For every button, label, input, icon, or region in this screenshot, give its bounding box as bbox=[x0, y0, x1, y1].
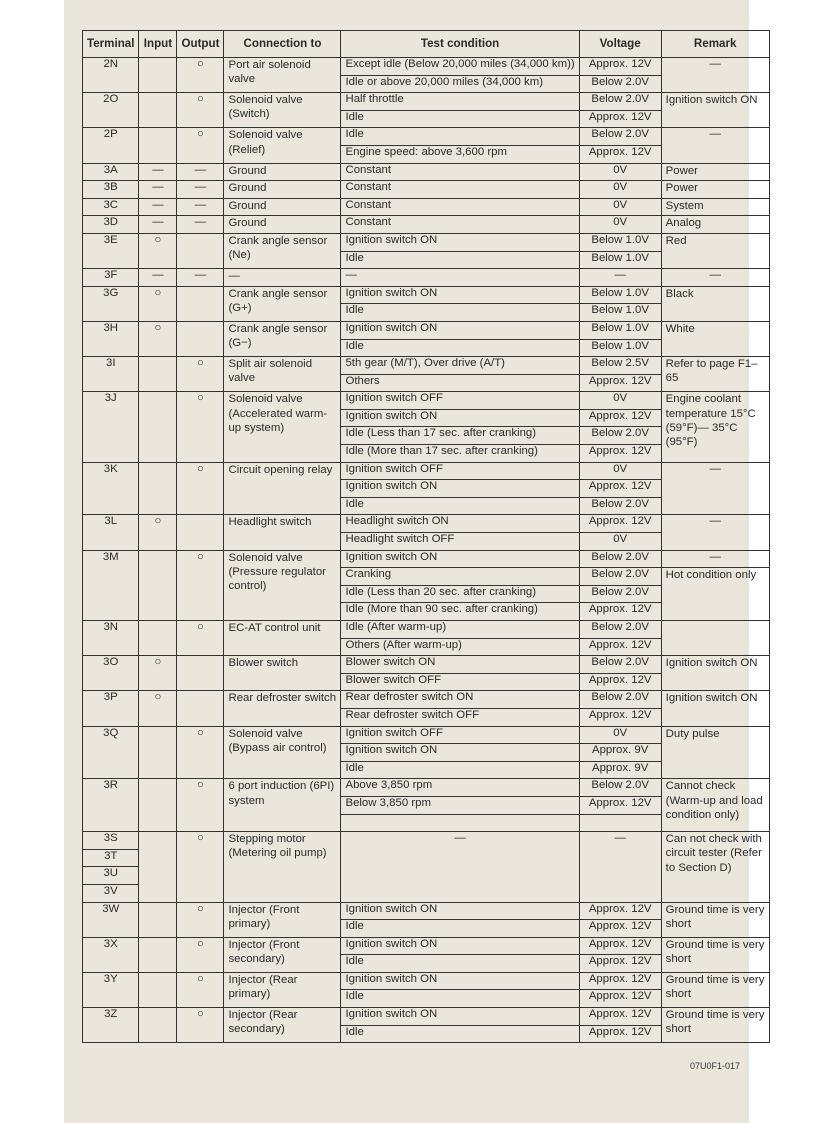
test-condition-cell: Idle bbox=[341, 990, 579, 1008]
voltage-cell: Approx. 12V bbox=[579, 708, 661, 726]
terminal-cell: 3L bbox=[83, 515, 139, 550]
output-cell: — bbox=[177, 269, 224, 287]
test-condition-cell: Idle (After warm-up) bbox=[341, 621, 579, 639]
test-condition-cell: Constant bbox=[341, 198, 579, 216]
test-condition-cell: Rear defroster switch OFF bbox=[341, 708, 579, 726]
connection-cell: Port air solenoid valve bbox=[224, 58, 341, 93]
test-condition-cell: Constant bbox=[341, 181, 579, 199]
connection-cell: 6 port induction (6PI) system bbox=[224, 779, 341, 832]
terminal-cell: 3Y bbox=[83, 972, 139, 1007]
input-cell bbox=[139, 93, 177, 128]
remark-cell: Hot condition only bbox=[661, 568, 769, 621]
voltage-cell: Approx. 12V bbox=[579, 937, 661, 955]
test-condition-cell: Rear defroster switch ON bbox=[341, 691, 579, 709]
input-cell: — bbox=[139, 269, 177, 287]
test-condition-cell: Ignition switch ON bbox=[341, 233, 579, 251]
remark-cell: Ground time is very short bbox=[661, 937, 769, 972]
voltage-cell: 0V bbox=[579, 392, 661, 410]
terminal-cell: 3V bbox=[83, 884, 139, 902]
voltage-cell: Below 2.0V bbox=[579, 497, 661, 515]
test-condition-cell: Idle bbox=[341, 497, 579, 515]
table-row bbox=[83, 216, 770, 234]
remark-cell: Can not check with circuit tester (Refer to Section D) bbox=[661, 832, 769, 902]
terminal-cell: 3F bbox=[83, 269, 139, 287]
test-condition-cell: Idle bbox=[341, 955, 579, 973]
output-cell: ○ bbox=[177, 58, 224, 93]
header-input: Input bbox=[139, 31, 177, 58]
voltage-cell: Below 1.0V bbox=[579, 251, 661, 269]
voltage-cell: Below 1.0V bbox=[579, 321, 661, 339]
figure-code: 07U0F1-017 bbox=[690, 1061, 741, 1071]
table-row bbox=[83, 321, 770, 339]
connection-cell: Ground bbox=[224, 163, 341, 181]
table-row bbox=[83, 198, 770, 216]
voltage-cell: Below 1.0V bbox=[579, 304, 661, 322]
output-cell: ○ bbox=[177, 621, 224, 656]
terminal-cell: 3E bbox=[83, 233, 139, 268]
terminal-cell: 3S bbox=[83, 832, 139, 850]
test-condition-cell: Ignition switch OFF bbox=[341, 726, 579, 744]
test-condition-cell: Headlight switch ON bbox=[341, 515, 579, 533]
voltage-cell: 0V bbox=[579, 163, 661, 181]
table-row bbox=[83, 163, 770, 181]
terminal-cell: 3M bbox=[83, 550, 139, 620]
table-row bbox=[83, 550, 770, 568]
voltage-cell: Below 2.0V bbox=[579, 568, 661, 586]
test-condition-cell: Others bbox=[341, 374, 579, 392]
voltage-cell: Approx. 12V bbox=[579, 955, 661, 973]
voltage-cell: Approx. 12V bbox=[579, 603, 661, 621]
test-condition-cell: Idle (More than 90 sec. after cranking) bbox=[341, 603, 579, 621]
remark-cell: — bbox=[661, 515, 769, 550]
output-cell: ○ bbox=[177, 128, 224, 163]
voltage-cell: — bbox=[579, 832, 661, 902]
test-condition-cell: Others (After warm-up) bbox=[341, 638, 579, 656]
test-condition-cell: Ignition switch ON bbox=[341, 480, 579, 498]
input-cell: — bbox=[139, 216, 177, 234]
remark-cell: Power bbox=[661, 163, 769, 181]
remark-cell: Ground time is very short bbox=[661, 972, 769, 1007]
test-condition-cell: Except idle (Below 20,000 miles (34,000 km)) bbox=[341, 58, 579, 76]
remark-cell: Engine coolant temperature 15°C (59°F)— 35°C (95°F) bbox=[661, 392, 769, 462]
input-cell bbox=[139, 621, 177, 656]
test-condition-cell: Constant bbox=[341, 163, 579, 181]
terminal-cell: 2P bbox=[83, 128, 139, 163]
input-cell: ○ bbox=[139, 321, 177, 356]
input-cell bbox=[139, 392, 177, 462]
output-cell bbox=[177, 286, 224, 321]
input-cell bbox=[139, 462, 177, 515]
table-row bbox=[83, 691, 770, 709]
test-condition-cell: Idle bbox=[341, 128, 579, 146]
terminal-cell: 3P bbox=[83, 691, 139, 726]
remark-cell: System bbox=[661, 198, 769, 216]
remark-cell bbox=[661, 621, 769, 656]
voltage-cell: Below 2.5V bbox=[579, 357, 661, 375]
output-cell: ○ bbox=[177, 832, 224, 902]
header-connection: Connection to bbox=[224, 31, 341, 58]
output-cell bbox=[177, 691, 224, 726]
input-cell: ○ bbox=[139, 656, 177, 691]
voltage-cell: 0V bbox=[579, 726, 661, 744]
input-cell bbox=[139, 937, 177, 972]
test-condition-cell: Idle (Less than 17 sec. after cranking) bbox=[341, 427, 579, 445]
terminal-cell: 3T bbox=[83, 849, 139, 867]
connection-cell: Solenoid valve (Bypass air control) bbox=[224, 726, 341, 779]
voltage-cell: Below 2.0V bbox=[579, 621, 661, 639]
test-condition-cell: Blower switch OFF bbox=[341, 673, 579, 691]
input-cell bbox=[139, 902, 177, 937]
terminal-cell: 3J bbox=[83, 392, 139, 462]
connection-cell: Solenoid valve (Pressure regulator control) bbox=[224, 550, 341, 620]
connection-cell: Injector (Rear primary) bbox=[224, 972, 341, 1007]
output-cell: ○ bbox=[177, 779, 224, 832]
test-condition-cell: — bbox=[341, 269, 579, 287]
remark-cell: — bbox=[661, 128, 769, 163]
remark-cell: Black bbox=[661, 286, 769, 321]
connection-cell: Crank angle sensor (Ne) bbox=[224, 233, 341, 268]
connection-cell: Injector (Front secondary) bbox=[224, 937, 341, 972]
table-row bbox=[83, 462, 770, 480]
remark-cell: Duty pulse bbox=[661, 726, 769, 779]
test-condition-cell: Idle (More than 17 sec. after cranking) bbox=[341, 445, 579, 463]
voltage-cell: Approx. 12V bbox=[579, 110, 661, 128]
test-condition-cell: Idle bbox=[341, 304, 579, 322]
terminal-cell: 3K bbox=[83, 462, 139, 515]
test-condition-cell: Below 3,850 rpm bbox=[341, 796, 579, 814]
output-cell bbox=[177, 515, 224, 550]
table-row bbox=[83, 269, 770, 287]
voltage-cell: Approx. 12V bbox=[579, 673, 661, 691]
voltage-cell: Approx. 12V bbox=[579, 972, 661, 990]
terminal-cell: 3C bbox=[83, 198, 139, 216]
table-row bbox=[83, 286, 770, 304]
voltage-cell: Approx. 12V bbox=[579, 1025, 661, 1043]
remark-cell: Cannot check (Warm-up and load condition only) bbox=[661, 779, 769, 832]
output-cell: ○ bbox=[177, 937, 224, 972]
input-cell bbox=[139, 832, 177, 902]
connection-cell: Rear defroster switch bbox=[224, 691, 341, 726]
voltage-cell: Below 2.0V bbox=[579, 691, 661, 709]
voltage-cell: Below 2.0V bbox=[579, 779, 661, 797]
voltage-cell: Approx. 12V bbox=[579, 902, 661, 920]
voltage-cell: Approx. 12V bbox=[579, 1008, 661, 1026]
terminal-cell: 3O bbox=[83, 656, 139, 691]
test-condition-cell: Idle bbox=[341, 920, 579, 938]
voltage-cell: Below 2.0V bbox=[579, 656, 661, 674]
input-cell: ○ bbox=[139, 286, 177, 321]
test-condition-cell: Headlight switch OFF bbox=[341, 533, 579, 551]
table-row bbox=[83, 779, 770, 797]
output-cell: — bbox=[177, 181, 224, 199]
test-condition-cell: Ignition switch ON bbox=[341, 937, 579, 955]
remark-cell: — bbox=[661, 58, 769, 93]
test-condition-cell: Above 3,850 rpm bbox=[341, 779, 579, 797]
table-row bbox=[83, 392, 770, 410]
test-condition-cell: Half throttle bbox=[341, 93, 579, 111]
remark-cell: — bbox=[661, 550, 769, 568]
output-cell bbox=[177, 656, 224, 691]
remark-cell: Refer to page F1–65 bbox=[661, 357, 769, 392]
header-output: Output bbox=[177, 31, 224, 58]
test-condition-cell: Ignition switch ON bbox=[341, 744, 579, 762]
connection-cell: Headlight switch bbox=[224, 515, 341, 550]
test-condition-cell: Ignition switch OFF bbox=[341, 392, 579, 410]
table-row bbox=[83, 128, 770, 146]
terminal-cell: 3H bbox=[83, 321, 139, 356]
terminal-cell: 2N bbox=[83, 58, 139, 93]
voltage-cell: 0V bbox=[579, 181, 661, 199]
header-test-condition: Test condition bbox=[341, 31, 579, 58]
table-row bbox=[83, 726, 770, 744]
remark-cell: Red bbox=[661, 233, 769, 268]
test-condition-cell: Ignition switch ON bbox=[341, 1008, 579, 1026]
output-cell: — bbox=[177, 198, 224, 216]
output-cell: ○ bbox=[177, 392, 224, 462]
test-condition-cell: Idle bbox=[341, 1025, 579, 1043]
output-cell: ○ bbox=[177, 357, 224, 392]
test-condition-cell: Idle (Less than 20 sec. after cranking) bbox=[341, 585, 579, 603]
table-row bbox=[83, 233, 770, 251]
input-cell bbox=[139, 779, 177, 832]
output-cell: ○ bbox=[177, 1008, 224, 1043]
voltage-cell bbox=[579, 814, 661, 832]
table-row bbox=[83, 181, 770, 199]
input-cell bbox=[139, 357, 177, 392]
voltage-cell: Approx. 12V bbox=[579, 374, 661, 392]
voltage-cell: Approx. 12V bbox=[579, 409, 661, 427]
connection-cell: Solenoid valve (Accelerated warm-up system) bbox=[224, 392, 341, 462]
input-cell: ○ bbox=[139, 515, 177, 550]
test-condition-cell: Ignition switch ON bbox=[341, 972, 579, 990]
table-body bbox=[83, 58, 770, 1043]
output-cell: ○ bbox=[177, 550, 224, 620]
connection-cell: EC-AT control unit bbox=[224, 621, 341, 656]
voltage-cell: Below 1.0V bbox=[579, 233, 661, 251]
table-row bbox=[83, 357, 770, 375]
remark-cell: Ignition switch ON bbox=[661, 691, 769, 726]
output-cell: ○ bbox=[177, 93, 224, 128]
input-cell bbox=[139, 972, 177, 1007]
connection-cell: Crank angle sensor (G+) bbox=[224, 286, 341, 321]
connection-cell: Injector (Rear secondary) bbox=[224, 1008, 341, 1043]
header-remark: Remark bbox=[661, 31, 769, 58]
connection-cell: Ground bbox=[224, 181, 341, 199]
connection-cell: Stepping motor (Metering oil pump) bbox=[224, 832, 341, 902]
remark-cell: White bbox=[661, 321, 769, 356]
connection-cell: Injector (Front primary) bbox=[224, 902, 341, 937]
terminal-cell: 3I bbox=[83, 357, 139, 392]
test-condition-cell: Constant bbox=[341, 216, 579, 234]
test-condition-cell: Engine speed: above 3,600 rpm bbox=[341, 145, 579, 163]
test-condition-cell: Idle bbox=[341, 110, 579, 128]
table-row bbox=[83, 832, 770, 850]
input-cell: — bbox=[139, 163, 177, 181]
output-cell bbox=[177, 321, 224, 356]
terminal-cell: 2O bbox=[83, 93, 139, 128]
connection-cell: Blower switch bbox=[224, 656, 341, 691]
terminal-cell: 3G bbox=[83, 286, 139, 321]
table-row bbox=[83, 902, 770, 920]
voltage-cell: 0V bbox=[579, 462, 661, 480]
voltage-cell: Approx. 12V bbox=[579, 990, 661, 1008]
terminal-cell: 3Q bbox=[83, 726, 139, 779]
table-row bbox=[83, 937, 770, 955]
test-condition-cell: — bbox=[341, 832, 579, 902]
output-cell: ○ bbox=[177, 462, 224, 515]
output-cell: ○ bbox=[177, 972, 224, 1007]
terminal-cell: 3X bbox=[83, 937, 139, 972]
output-cell: — bbox=[177, 216, 224, 234]
input-cell bbox=[139, 550, 177, 620]
table-row bbox=[83, 621, 770, 639]
test-condition-cell: Ignition switch OFF bbox=[341, 462, 579, 480]
header-terminal: Terminal bbox=[83, 31, 139, 58]
connection-cell: — bbox=[224, 269, 341, 287]
input-cell: ○ bbox=[139, 691, 177, 726]
voltage-cell: 0V bbox=[579, 533, 661, 551]
remark-cell: — bbox=[661, 462, 769, 515]
connection-cell: Solenoid valve (Switch) bbox=[224, 93, 341, 128]
table-row bbox=[83, 58, 770, 76]
voltage-cell: Below 2.0V bbox=[579, 585, 661, 603]
terminal-cell: 3B bbox=[83, 181, 139, 199]
input-cell: ○ bbox=[139, 233, 177, 268]
voltage-cell: Approx. 12V bbox=[579, 145, 661, 163]
remark-cell: Analog bbox=[661, 216, 769, 234]
input-cell bbox=[139, 726, 177, 779]
voltage-cell: Below 2.0V bbox=[579, 550, 661, 568]
remark-cell: Ground time is very short bbox=[661, 1008, 769, 1043]
test-condition-cell: Blower switch ON bbox=[341, 656, 579, 674]
test-condition-cell: Idle bbox=[341, 339, 579, 357]
voltage-cell: Approx. 9V bbox=[579, 761, 661, 779]
terminal-voltage-table bbox=[82, 30, 770, 1043]
remark-cell: Ignition switch ON bbox=[661, 93, 769, 128]
remark-cell: Power bbox=[661, 181, 769, 199]
terminal-cell: 3D bbox=[83, 216, 139, 234]
connection-cell: Ground bbox=[224, 216, 341, 234]
connection-cell: Ground bbox=[224, 198, 341, 216]
connection-cell: Circuit opening relay bbox=[224, 462, 341, 515]
terminal-cell: 3N bbox=[83, 621, 139, 656]
test-condition-cell bbox=[341, 814, 579, 832]
test-condition-cell: 5th gear (M/T), Over drive (A/T) bbox=[341, 357, 579, 375]
voltage-cell: Approx. 12V bbox=[579, 445, 661, 463]
table-row bbox=[83, 515, 770, 533]
output-cell: — bbox=[177, 163, 224, 181]
voltage-cell: 0V bbox=[579, 198, 661, 216]
input-cell bbox=[139, 58, 177, 93]
voltage-cell: Approx. 12V bbox=[579, 638, 661, 656]
input-cell bbox=[139, 1008, 177, 1043]
connection-cell: Split air solenoid valve bbox=[224, 357, 341, 392]
terminal-cell: 3A bbox=[83, 163, 139, 181]
test-condition-cell: Ignition switch ON bbox=[341, 286, 579, 304]
terminal-cell: 3Z bbox=[83, 1008, 139, 1043]
table-row bbox=[83, 1008, 770, 1026]
voltage-cell: Approx. 12V bbox=[579, 920, 661, 938]
voltage-cell: Below 2.0V bbox=[579, 75, 661, 93]
table-header-row bbox=[83, 31, 770, 58]
table-row bbox=[83, 656, 770, 674]
voltage-cell: Approx. 12V bbox=[579, 515, 661, 533]
voltage-cell: — bbox=[579, 269, 661, 287]
voltage-cell: Approx. 12V bbox=[579, 58, 661, 76]
voltage-cell: Below 1.0V bbox=[579, 339, 661, 357]
voltage-cell: Approx. 12V bbox=[579, 480, 661, 498]
terminal-cell: 3W bbox=[83, 902, 139, 937]
connection-cell: Crank angle sensor (G−) bbox=[224, 321, 341, 356]
test-condition-cell: Ignition switch ON bbox=[341, 550, 579, 568]
voltage-cell: Below 1.0V bbox=[579, 286, 661, 304]
test-condition-cell: Idle bbox=[341, 761, 579, 779]
header-voltage: Voltage bbox=[579, 31, 661, 58]
input-cell: — bbox=[139, 198, 177, 216]
output-cell bbox=[177, 233, 224, 268]
input-cell bbox=[139, 128, 177, 163]
output-cell: ○ bbox=[177, 726, 224, 779]
voltage-cell: Below 2.0V bbox=[579, 427, 661, 445]
terminal-cell: 3R bbox=[83, 779, 139, 832]
voltage-cell: Below 2.0V bbox=[579, 128, 661, 146]
output-cell: ○ bbox=[177, 902, 224, 937]
test-condition-cell: Cranking bbox=[341, 568, 579, 586]
test-condition-cell: Idle bbox=[341, 251, 579, 269]
voltage-cell: 0V bbox=[579, 216, 661, 234]
voltage-cell: Approx. 9V bbox=[579, 744, 661, 762]
test-condition-cell: Ignition switch ON bbox=[341, 902, 579, 920]
table-row bbox=[83, 972, 770, 990]
test-condition-cell: Ignition switch ON bbox=[341, 321, 579, 339]
test-condition-cell: Ignition switch ON bbox=[341, 409, 579, 427]
input-cell: — bbox=[139, 181, 177, 199]
voltage-cell: Below 2.0V bbox=[579, 93, 661, 111]
test-condition-cell: Idle or above 20,000 miles (34,000 km) bbox=[341, 75, 579, 93]
terminal-cell: 3U bbox=[83, 867, 139, 885]
connection-cell: Solenoid valve (Relief) bbox=[224, 128, 341, 163]
voltage-cell: Approx. 12V bbox=[579, 796, 661, 814]
remark-cell: Ground time is very short bbox=[661, 902, 769, 937]
table-row bbox=[83, 93, 770, 111]
remark-cell: — bbox=[661, 269, 769, 287]
remark-cell: Ignition switch ON bbox=[661, 656, 769, 691]
